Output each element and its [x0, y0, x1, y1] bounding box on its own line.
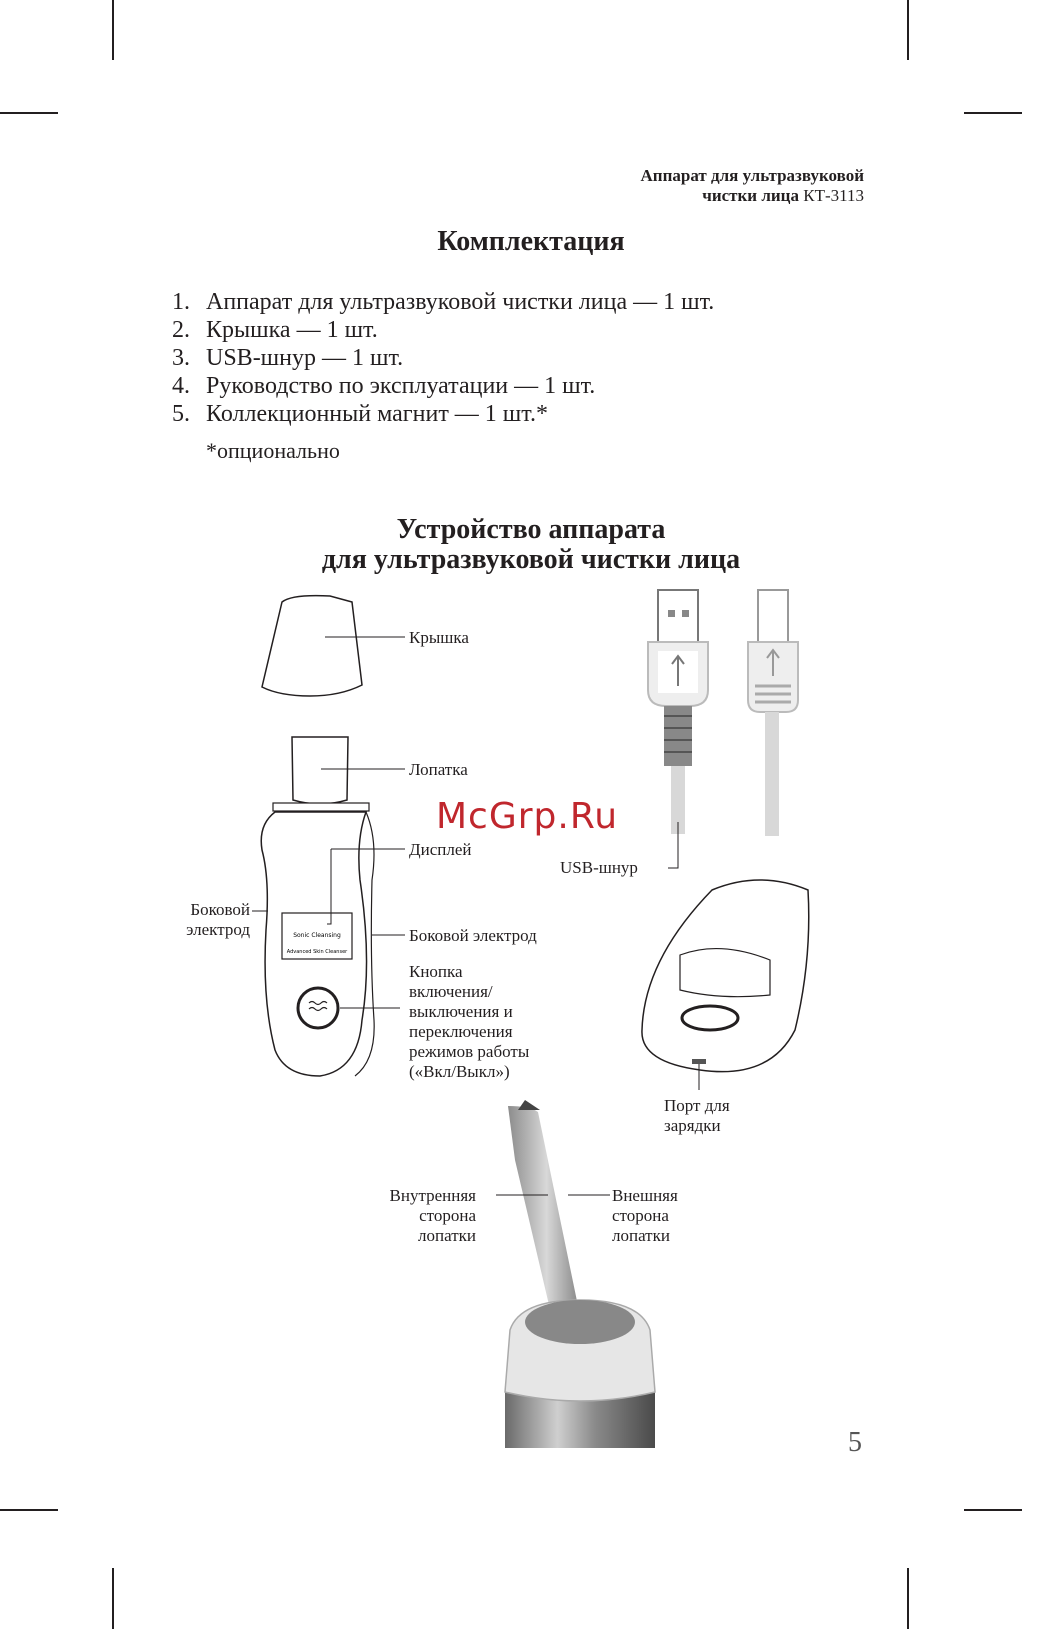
label-usb-cord: USB-шнур	[560, 858, 638, 877]
usb-plug-b	[758, 590, 788, 642]
label-outer-side: Внешняя сторона лопатки	[612, 1186, 678, 1245]
label-side-electrode-left: Боковой электрод	[186, 900, 250, 939]
label-power-button: Кнопка включения/ выключения и переключения режимов работы («Вкл/Выкл»)	[409, 962, 530, 1081]
header-line-2: чистки лица	[702, 186, 799, 205]
usb-plug-a	[658, 590, 698, 642]
list-item: 3. USB-шнур — 1 шт.	[172, 345, 404, 371]
label-charging-port: Порт для зарядки	[664, 1096, 730, 1135]
label-inner-side: Внутренняя сторона лопатки	[389, 1186, 476, 1245]
list-item: 1. Аппарат для ультразвуковой чистки лица — 1 шт.	[172, 289, 715, 315]
label-display: Дисплей	[409, 840, 472, 859]
page-number: 5	[848, 1427, 862, 1458]
header-model: КТ-3113	[798, 186, 864, 205]
list-item: 2. Крышка — 1 шт.	[172, 317, 378, 343]
optional-note: *опционально	[206, 438, 340, 463]
watermark: McGrp.Ru	[436, 796, 619, 837]
contents-title: Комплектация	[437, 226, 625, 257]
device-title-line-2: для ультразвуковой чистки лица	[321, 544, 741, 575]
header-line-1: Аппарат для ультразвуковой	[640, 166, 864, 185]
label-cap: Крышка	[409, 628, 469, 647]
list-item: 5. Коллекционный магнит — 1 шт.*	[172, 401, 548, 427]
label-spatula: Лопатка	[409, 760, 468, 779]
label-side-electrode-right: Боковой электрод	[409, 926, 537, 945]
list-item: 4. Руководство по эксплуатации — 1 шт.	[172, 373, 596, 399]
device-title-line-1: Устройство аппарата	[396, 514, 666, 545]
svg-text:Advanced Skin Cleanser: Advanced Skin Cleanser	[286, 949, 348, 955]
cap-shape	[262, 596, 362, 696]
charging-port-icon	[692, 1059, 706, 1064]
display-text: Sonic Cleansing	[293, 932, 341, 939]
power-button-icon	[298, 988, 338, 1028]
spatula-shape	[292, 737, 348, 804]
